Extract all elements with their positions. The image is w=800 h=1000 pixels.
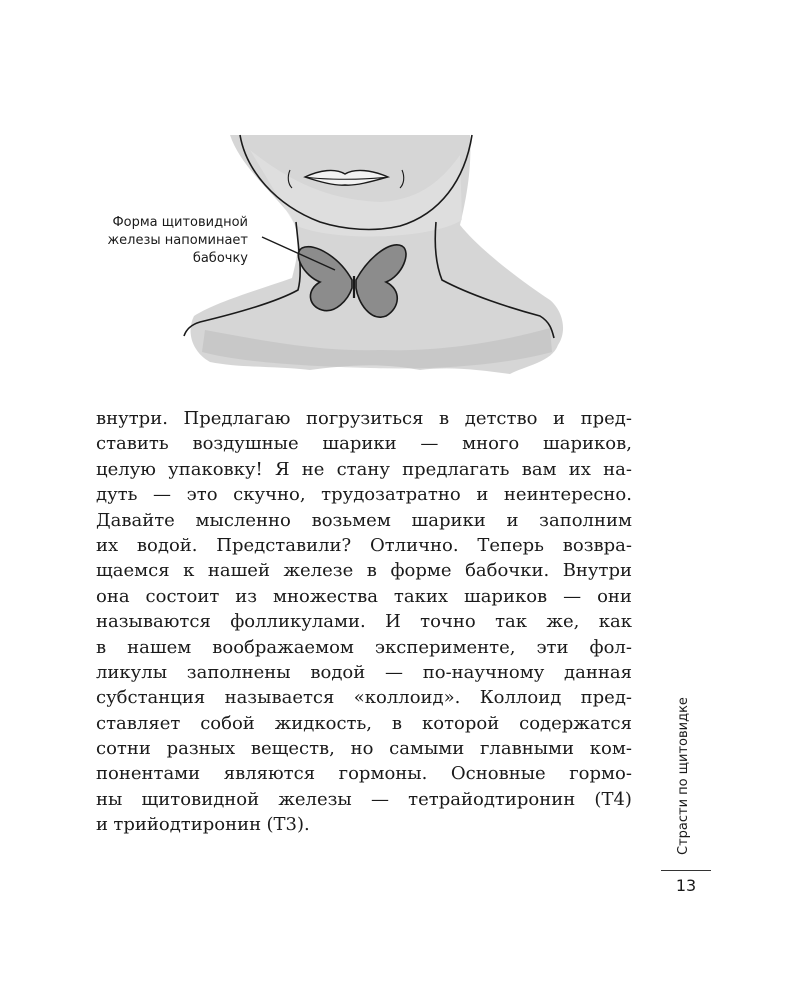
text-line: называются фолликулами. И точно так же, как: [96, 611, 632, 633]
text-line: Давайте мысленно возьмем шарики и заполним: [96, 509, 632, 531]
text-line: и трийодтиронин (Т3).: [96, 814, 310, 836]
caption-line: железы напоминает: [107, 233, 248, 248]
page-number: 13: [675, 876, 697, 895]
text-line: ставляет собой жидкость, в которой содержатся: [96, 712, 632, 734]
text-line: внутри. Предлагаю погрузиться в детство и пред-: [96, 408, 632, 429]
caption-line: бабочку: [192, 251, 248, 266]
text-line: ны щитовидной железы — тетрайодтиронин (Т4): [96, 788, 632, 810]
text-line: субстанция называется «коллоид». Коллоид пред-: [96, 687, 632, 709]
text-line: понентами являются гормоны. Основные гормо-: [96, 763, 632, 785]
running-title: Страсти по щитовидке: [676, 697, 691, 855]
text-line: она состоит из множества таких шариков — они: [96, 585, 632, 607]
text-line: ставить воздушные шарики — много шариков,: [96, 433, 632, 455]
text-line: в нашем воображаемом эксперименте, эти фол-: [96, 636, 632, 658]
text-line: их водой. Представили? Отлично. Теперь возвра-: [96, 534, 632, 556]
caption-line: Форма щитовидной: [112, 215, 248, 230]
text-line: целую упаковку! Я не стану предлагать вам их на-: [96, 458, 632, 480]
text-line: сотни разных веществ, но самыми главными ком-: [96, 738, 632, 760]
text-line: дуть — это скучно, трудозатратно и неинтересно.: [96, 484, 632, 506]
text-line: щаемся к нашей железе в форме бабочки. Внутри: [96, 560, 632, 582]
text-line: ликулы заполнены водой — по-научному данная: [96, 661, 632, 683]
body-paragraph: [96, 406, 632, 838]
illustration-caption: [80, 214, 248, 268]
folio-rule: [661, 870, 711, 871]
